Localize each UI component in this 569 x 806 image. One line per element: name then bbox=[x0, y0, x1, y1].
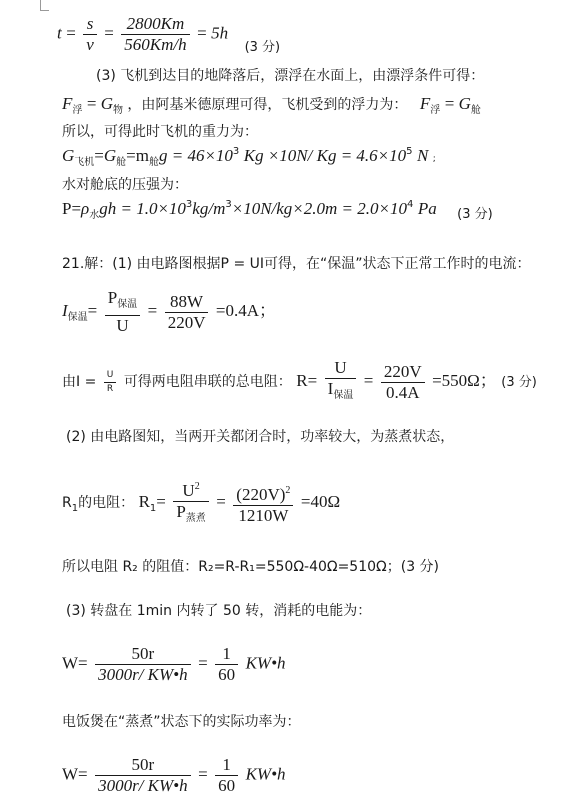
r1-formula: $R_1$的电阻： $R_1=$ $\frac{U^2}{P_{蒸煮}}$ = $\frac{(220V)^2}{1210W}$ =40Ω bbox=[62, 478, 340, 528]
part3-intro: (3) 转盘在 1min 内转了 50 转，消耗的电能为： bbox=[66, 603, 372, 619]
time-formula: t = $\frac{s}{v}$ = $\frac{2800Km}{560Km/h}$ = 5h (3 分) bbox=[57, 14, 281, 55]
current-formula: $I_{保温}=$ $\frac{P_{保温}}{U}$ = $\frac{88W}{220V}$ =0.4A； bbox=[62, 288, 277, 335]
energy-formula: W= $\frac{50r}{3000r/ KW•h}$ = $\frac{1}{60}$ KW•h bbox=[62, 644, 286, 684]
power-intro: 电饭煲在“蒸煮”状态下的实际功率为： bbox=[62, 714, 301, 730]
r2-result: 所以电阻 R₂ 的阻值：R₂=R-R₁=550Ω-40Ω=510Ω；(3 分) bbox=[62, 559, 440, 575]
weight-intro: 所以，可得此时飞机的重力为： bbox=[62, 124, 258, 140]
float-condition: $F_浮 = G_物$ ，由阿基米德原理可得，飞机受到的浮力为： $F_浮 = G_舱$ bbox=[62, 94, 481, 116]
page-corner-mark bbox=[40, 0, 49, 11]
paragraph-3-intro: (3) 飞机到达目的地降落后，漂浮在水面上，由漂浮条件可得： bbox=[96, 68, 485, 84]
power-formula: W= $\frac{50r}{3000r/ KW•h}$ = $\frac{1}{60}$ KW•h bbox=[62, 755, 286, 795]
pressure-intro: 水对舱底的压强为： bbox=[62, 177, 188, 193]
pressure-formula: $P=\rho_水gh = 1.0\times 10^3kg/m^3\times 10N/kg\times 2.0m = 2.0\times 10^4$ Pa (3 分) bbox=[62, 199, 493, 222]
q21-intro: 21.解：(1) 由电路图根据P = UI可得，在“保温”状态下正常工作时的电流： bbox=[62, 256, 531, 272]
weight-formula: $G_{飞机}=G_舱=m_舱g = 46\times 10^3$ Kg ×10N/ $Kg = 4.6\times 10^5$ N ; bbox=[62, 146, 436, 168]
resistance-formula: 由I = $\frac{U}{R}$ 可得两电阻串联的总电阻： R= $\frac{U}{I_{保温}}$ = $\frac{220V}{0.4A}$ =550Ω； (3 分) bbox=[62, 358, 537, 402]
part2-intro: (2) 由电路图知，当两开关都闭合时，功率较大，为蒸煮状态， bbox=[66, 429, 455, 445]
